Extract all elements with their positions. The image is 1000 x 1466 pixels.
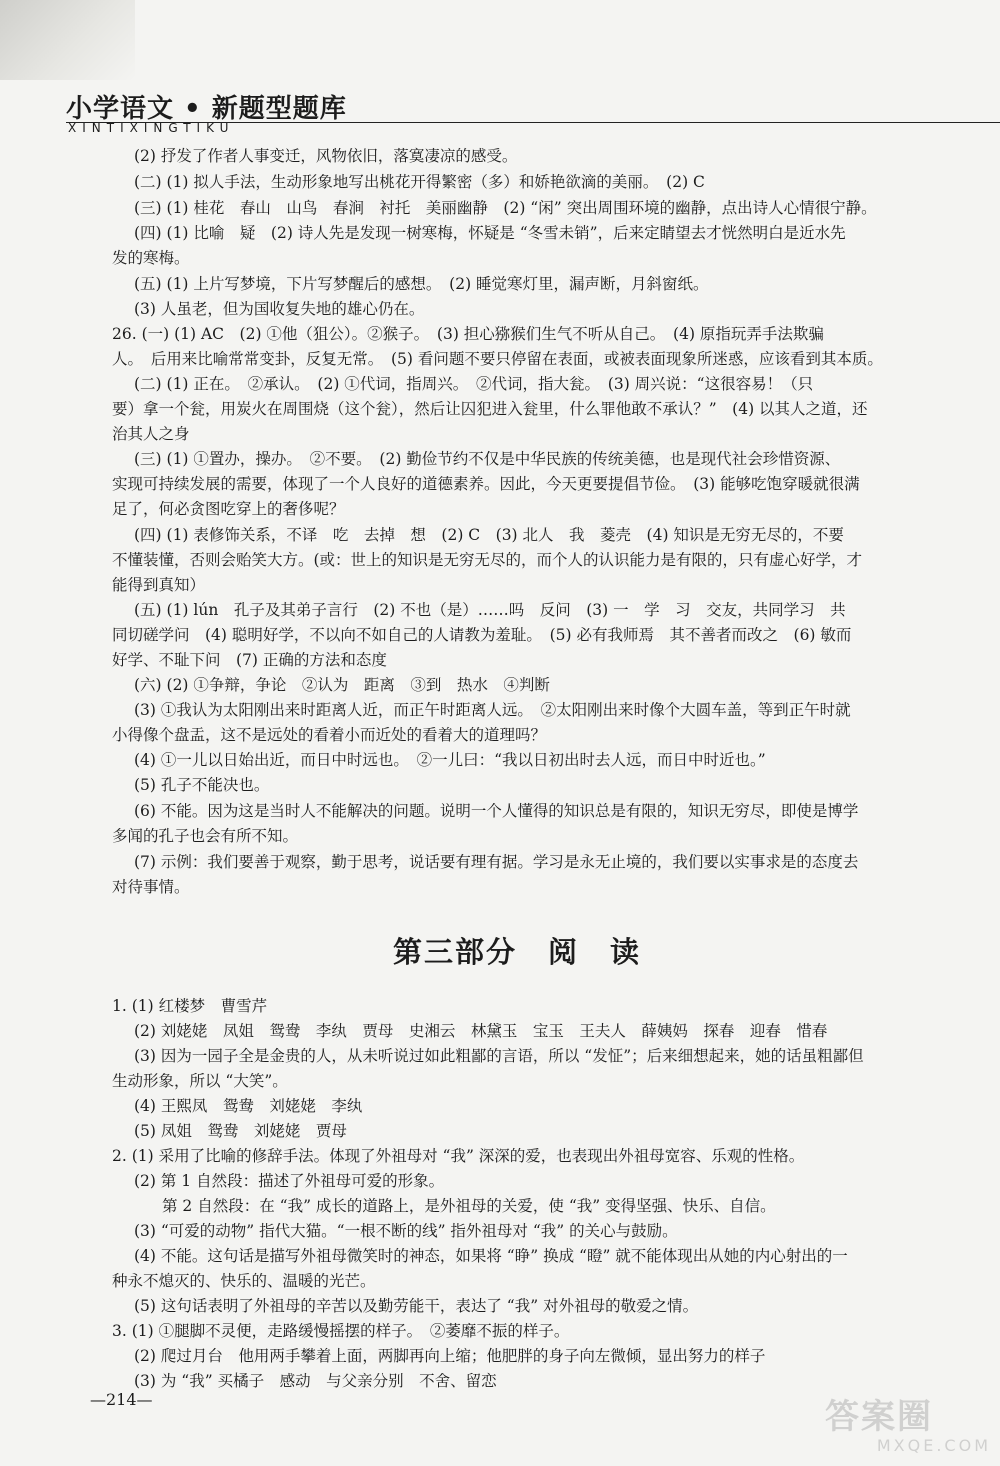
text-line: (五) (1) 上片写梦境，下片写梦醒后的感想。 (2) 睡觉寒灯里，漏声断，月斜窗纸。 [134,275,709,293]
text-line: 种永不熄灭的、快乐的、温暖的光芒。 [112,1272,376,1290]
text-line: 能得到真知） [112,576,206,594]
text-line: 要）拿一个瓮，用炭火在周围烧（这个瓮），然后让囚犯进入瓮里，什么罪他敢不承认？” (4) 以其人之道，还 [112,400,868,418]
corner-shading [0,0,135,80]
text-line: 1. (1) 红楼梦 曹雪芹 [112,997,268,1015]
text-line: 发的寒梅。 [112,249,190,267]
text-line: (3) “可爱的动物” 指代大猫。“一根不断的线” 指外祖母对 “我” 的关心与鼓励。 [134,1222,678,1240]
series-title: 小学语文 • 新题型题库 [66,94,347,124]
text-line: 2. (1) 采用了比喻的修辞手法。体现了外祖母对 “我” 深深的爱，也表现出外祖母宽容、乐观的性格。 [112,1147,805,1165]
text-line: 3. (1) ①腿脚不灵便，走路缓慢摇摆的样子。 ②萎靡不振的样子。 [112,1322,570,1340]
text-line: (五) (1) lún 孔子及其弟子言行 (2) 不也（是）……吗 反问 (3) 一 学 习 交友，共同学习 共 [134,601,846,619]
text-line: (3) ①我认为太阳刚出来时距离人近，而正午时距离人远。 ②太阳刚出来时像个大圆车盖，等到正午时就 [134,701,851,719]
text-line: 26. (一) (1) AC (2) ①他（狙公）。②猴子。 (3) 担心猕猴们生气不听从自己。 (4) 原指玩弄手法欺骗 [112,325,824,343]
text-line: (三) (1) ①置办，操办。 ②不要。 (2) 勤俭节约不仅是中华民族的传统美德，也是现代社会珍惜资源、 [134,450,841,468]
text-line: 同切磋学问 (4) 聪明好学，不以向不如自己的人请教为羞耻。 (5) 必有我师焉 其不善者而改之 (6) 敏而 [112,626,852,644]
watermark-top: 答案圈 [825,1397,933,1437]
text-line: (3) 为 “我” 买橘子 感动 与父亲分别 不舍、留恋 [134,1372,497,1390]
text-line: (2) 爬过月台 他用两手攀着上面，两脚再向上缩；他肥胖的身子向左微倾，显出努力的样子 [134,1347,766,1365]
text-line: (5) 孔子不能决也。 [134,776,270,794]
text-line: 生动形象，所以 “大笑”。 [112,1072,288,1090]
text-line: (7) 示例：我们要善于观察，勤于思考，说话要有理有据。学习是永无止境的，我们要以实事求是的态度去 [134,853,859,871]
text-line: (三) (1) 桂花 春山 山鸟 春涧 衬托 美丽幽静 (2) “闲” 突出周围环境的幽静，点出诗人心情很宁静。 [134,199,877,217]
text-line: (4) 王熙凤 鸳鸯 刘姥姥 李纨 [134,1097,363,1115]
text-line: (5) 凤姐 鸳鸯 刘姥姥 贾母 [134,1122,347,1140]
text-line: 小得像个盘盂，这不是远处的看着小而近处的看着大的道理吗？ [112,726,547,744]
text-line: 不懂装懂，否则会贻笑大方。(或：世上的知识是无穷无尽的，而个人的认识能力是有限的，只有虚心好学，才 [112,551,863,569]
text-line: (六) (2) ①争辩，争论 ②认为 距离 ③到 热水 ④判断 [134,676,550,694]
text-line: 第 2 自然段：在 “我” 成长的道路上，是外祖母的关爱，使 “我” 变得坚强、快乐、自信。 [162,1197,776,1215]
text-line: (6) 不能。因为这是当时人不能解决的问题。说明一个人懂得的知识总是有限的，知识无穷尽，即使是博学 [134,802,859,820]
text-line: (5) 这句话表明了外祖母的辛苦以及勤劳能干，表达了 “我” 对外祖母的敬爱之情。 [134,1297,699,1315]
text-line: 对待事情。 [112,878,190,896]
text-line: (4) 不能。这句话是描写外祖母微笑时的神态，如果将 “睁” 换成 “瞪” 就不能体现出从她的内心射出的一 [134,1247,848,1265]
text-line: (二) (1) 正在。 ②承认。 (2) ①代词，指周兴。 ②代词，指大瓮。 (3) 周兴说：“这很容易！（只 [134,375,814,393]
text-line: (2) 第 1 自然段：描述了外祖母可爱的形象。 [134,1172,445,1190]
text-line: (2) 刘姥姥 凤姐 鸳鸯 李纨 贾母 史湘云 林黛玉 宝玉 王夫人 薛姨妈 探春 迎春 惜春 [134,1022,828,1040]
text-line: 实现可持续发展的需要，体现了一个人良好的道德素养。因此，今天更要提倡节俭。 (3) 能够吃饱穿暖就很满 [112,475,860,493]
text-line: 多闻的孔子也会有所不知。 [112,827,299,845]
text-line: 人。 后用来比喻常常变卦，反复无常。 (5) 看问题不要只停留在表面，或被表面现象所迷惑，应该看到其本质。 [112,350,883,368]
page-header [0,0,1000,140]
text-line: (2) 抒发了作者人事变迁，风物依旧，落寞凄凉的感受。 [134,147,518,165]
page-number: —214— [90,1390,153,1409]
text-line: (四) (1) 比喻 疑 (2) 诗人先是发现一树寒梅，怀疑是 “冬雪未销”，后来定睛望去才恍然明白是近水先 [134,224,846,242]
text-line: (3) 人虽老，但为国收复失地的雄心仍在。 [134,300,425,318]
section-heading: 第三部分 阅 读 [392,935,641,969]
text-line: 治其人之身 [112,425,190,443]
text-line: 好学、不耻下问 (7) 正确的方法和态度 [112,651,387,669]
watermark-logo [825,1398,995,1460]
text-line: 足了，何必贪图吃穿上的奢侈呢？ [112,500,345,518]
text-line: (二) (1) 拟人手法，生动形象地写出桃花开得繁密（多）和娇艳欲滴的美丽。 (2) C [134,173,705,191]
text-line: (4) ①一儿以日始出近，而日中时远也。 ②一儿曰：“我以日初出时去人远，而日中时近也。” [134,751,766,769]
series-pinyin: XINTIXINGTIKU [68,121,235,135]
watermark-bottom: MXQE.COM [876,1436,991,1455]
text-line: (四) (1) 表修饰关系，不译 吃 去掉 想 (2) C (3) 北人 我 菱壳 (4) 知识是无穷无尽的，不要 [134,526,844,544]
text-line: (3) 因为一园子全是金贵的人，从未听说过如此粗鄙的言语，所以 “发怔”；后来细想起来，她的话虽粗鄙但 [134,1047,864,1065]
